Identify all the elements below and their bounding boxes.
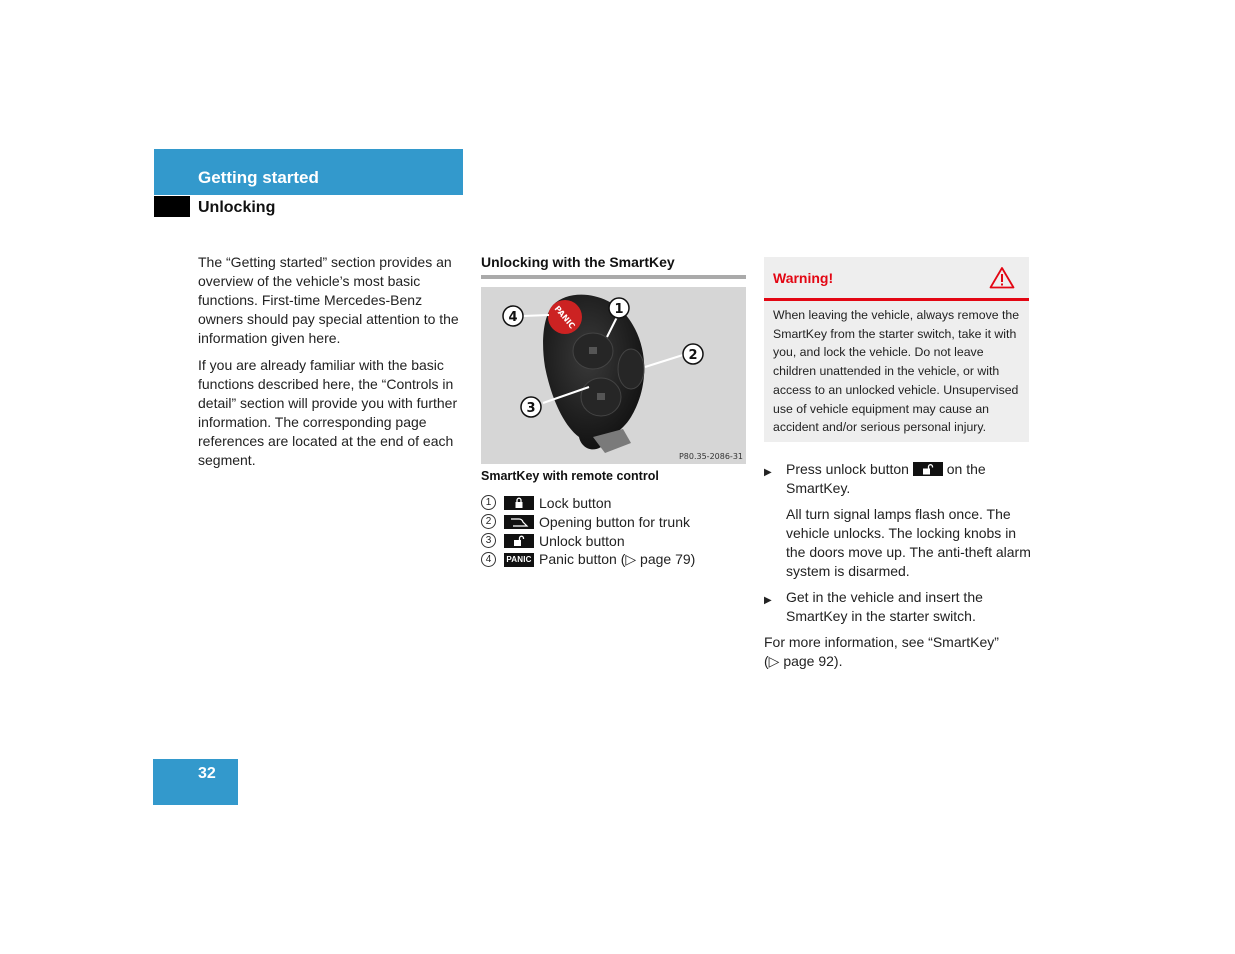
photo-caption: SmartKey with remote control [481, 469, 659, 483]
page-number: 32 [198, 765, 216, 782]
legend-label: Panic button (▷ page 79) [539, 551, 696, 567]
trunk-icon [504, 515, 534, 529]
legend-item-trunk [481, 512, 751, 531]
legend-item-panic [481, 550, 751, 569]
photo-reference-code: P80.35-2086-31 [678, 452, 743, 461]
smartkey-photo [481, 287, 746, 464]
warning-body [764, 301, 1029, 442]
panic-icon: PANIC [504, 553, 534, 567]
step1-result: All turn signal lamps flash once. The vehicle unlocks. The locking knobs in the doors move up. The anti-theft alarm system is disarmed. [786, 506, 1031, 579]
smartkey-heading: Unlocking with the SmartKey [481, 254, 746, 279]
warning-triangle-icon [989, 266, 1015, 289]
legend-number: 2 [481, 514, 496, 529]
legend-item-unlock [481, 531, 751, 550]
step1-text-before: Press unlock button [786, 461, 909, 477]
section-title: Getting started [198, 168, 319, 187]
legend-number: 4 [481, 552, 496, 567]
svg-text:3: 3 [526, 401, 536, 416]
warning-text: When leaving the vehicle, always remove the SmartKey from the starter switch, take it with you, and lock the vehicle. Do not leave children unattended in the vehicle, or with access to an unlocked vehicle. Unsupervised use of vehicle equipment may cause an accident and/or serious personal injury. [773, 308, 1020, 435]
key-unlock-symbol [597, 393, 605, 400]
instruction-step-1 [764, 460, 1034, 498]
step2-text: Get in the vehicle and insert the SmartKey in the starter switch. [786, 589, 983, 624]
svg-text:1: 1 [614, 302, 624, 317]
subsection-title: Unlocking [198, 199, 276, 216]
warning-header [764, 257, 1029, 301]
section-tab-marker [154, 196, 190, 217]
intro-paragraph-1: The “Getting started” section provides an overview of the vehicle’s most basic functions. First-time Mercedes-Benz owners should pay special attention to the information given here. [198, 254, 459, 346]
legend-label: Unlock button [539, 532, 625, 549]
smartkey-illustration [481, 287, 746, 464]
legend-number: 1 [481, 495, 496, 510]
legend-item-lock [481, 493, 751, 512]
callout-2 [683, 344, 703, 364]
callout-3 [521, 397, 541, 417]
bullet-arrow-icon: ▶ [764, 467, 772, 478]
more-info-text: For more information, see “SmartKey” (▷ page 92). [764, 634, 999, 669]
panic-key-label: PANIC [552, 304, 577, 331]
legend-number: 3 [481, 533, 496, 548]
page-number-box [153, 759, 238, 805]
legend-label: Lock button [539, 494, 612, 511]
intro-text [198, 253, 464, 478]
instruction-step-2 [764, 588, 1034, 626]
svg-text:4: 4 [508, 310, 518, 325]
step1-text-after: on the SmartKey. [786, 461, 986, 496]
unlock-icon [504, 534, 534, 548]
callout-4 [503, 306, 523, 326]
intro-paragraph-2: If you are already familiar with the basic functions described here, the “Controls in detail” section will provide you with further information. The corresponding page references are located at the end of each segment. [198, 357, 458, 468]
bullet-arrow-icon: ▶ [764, 595, 772, 606]
key-lock-symbol [589, 347, 597, 354]
svg-text:2: 2 [688, 348, 698, 363]
legend-label: Opening button for trunk [539, 513, 690, 530]
unlock-button-icon [913, 462, 943, 476]
lock-icon [504, 496, 534, 510]
warning-title: Warning! [773, 270, 834, 286]
button-legend [481, 493, 751, 569]
callout-1 [609, 298, 629, 318]
